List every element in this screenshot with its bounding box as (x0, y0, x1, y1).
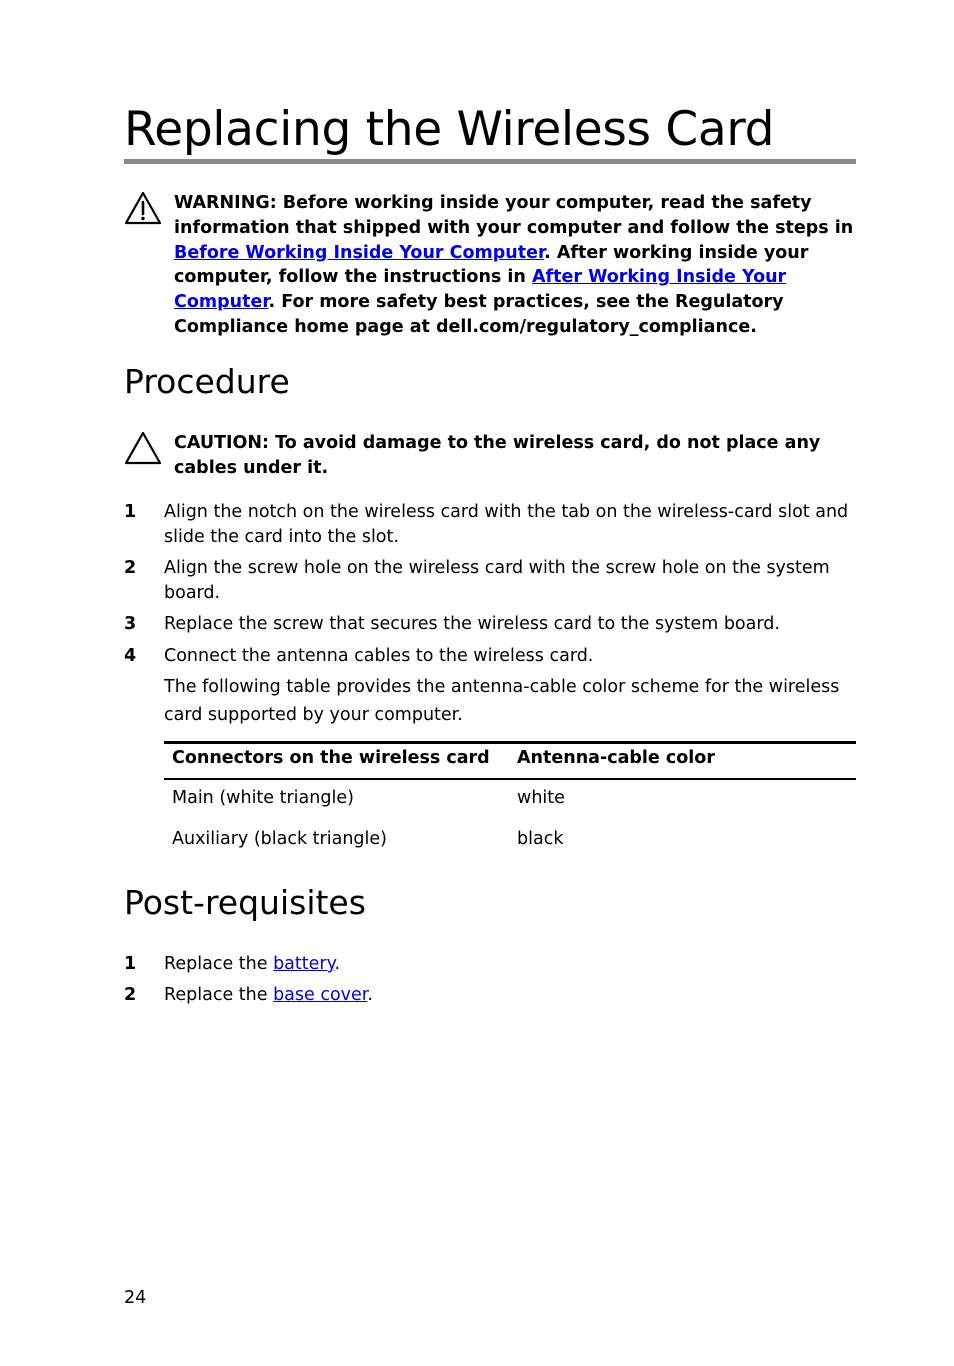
step-number: 4 (124, 646, 137, 666)
step-text: Replace the screw that secures the wireless card to the system board. (164, 614, 780, 634)
table-top-rule (164, 741, 856, 744)
table-cell-color: black (517, 829, 564, 849)
post-requisites-heading: Post-requisites (124, 883, 366, 922)
page-title: Replacing the Wireless Card (124, 102, 775, 157)
page-number: 24 (124, 1288, 147, 1308)
step-text: Align the screw hole on the wireless card with the screw hole on the system board. (164, 558, 830, 603)
warning-text (174, 191, 854, 340)
table-header-connectors: Connectors on the wireless card (172, 748, 490, 768)
after-working-link[interactable]: After Working Inside Your Computer (174, 267, 787, 313)
step-text-prefix: Replace the (164, 954, 274, 974)
step-number: 2 (124, 985, 137, 1005)
procedure-heading: Procedure (124, 362, 290, 401)
step-text-suffix: . (367, 985, 373, 1005)
step-text-suffix: . (334, 954, 341, 974)
step-text: Connect the antenna cables to the wireless card. (164, 646, 594, 666)
step-number: 1 (124, 954, 137, 974)
table-cell-connector: Main (white triangle) (172, 788, 354, 808)
table-cell-connector: Auxiliary (black triangle) (172, 829, 387, 849)
table-header-rule (164, 778, 856, 780)
battery-link[interactable]: battery (273, 954, 335, 974)
before-working-link[interactable]: Before Working Inside Your Computer (174, 242, 545, 263)
warning-text-part2: . After working inside your computer, follow the instructions in (174, 242, 809, 288)
caution-triangle-icon (124, 431, 162, 465)
warning-triangle-icon (124, 191, 162, 225)
table-cell-color: white (517, 788, 565, 808)
table-intro: The following table provides the antenna-cable color scheme for the wireless card supported by your computer. (164, 677, 840, 725)
step-number: 2 (124, 558, 137, 578)
step-text-prefix: Replace the (164, 985, 274, 1005)
title-underline (124, 159, 856, 164)
step-text: Align the notch on the wireless card with the tab on the wireless-card slot and slide the card into the slot. (164, 502, 849, 547)
step-number: 1 (124, 502, 137, 522)
warning-text-part3: . For more safety best practices, see the Regulatory Compliance home page at dell.com/regulatory_compliance. (174, 292, 784, 337)
step-text (164, 952, 854, 977)
step-number: 3 (124, 614, 137, 634)
step-text (164, 983, 854, 1008)
caution-text: CAUTION: To avoid damage to the wireless card, do not place any cables under it. (174, 433, 821, 478)
table-header-color: Antenna-cable color (517, 748, 715, 768)
warning-text-part1: WARNING: Before working inside your computer, read the safety information that shipped with your computer and follow the steps in (174, 193, 854, 238)
base-cover-link[interactable]: base cover (273, 985, 368, 1005)
